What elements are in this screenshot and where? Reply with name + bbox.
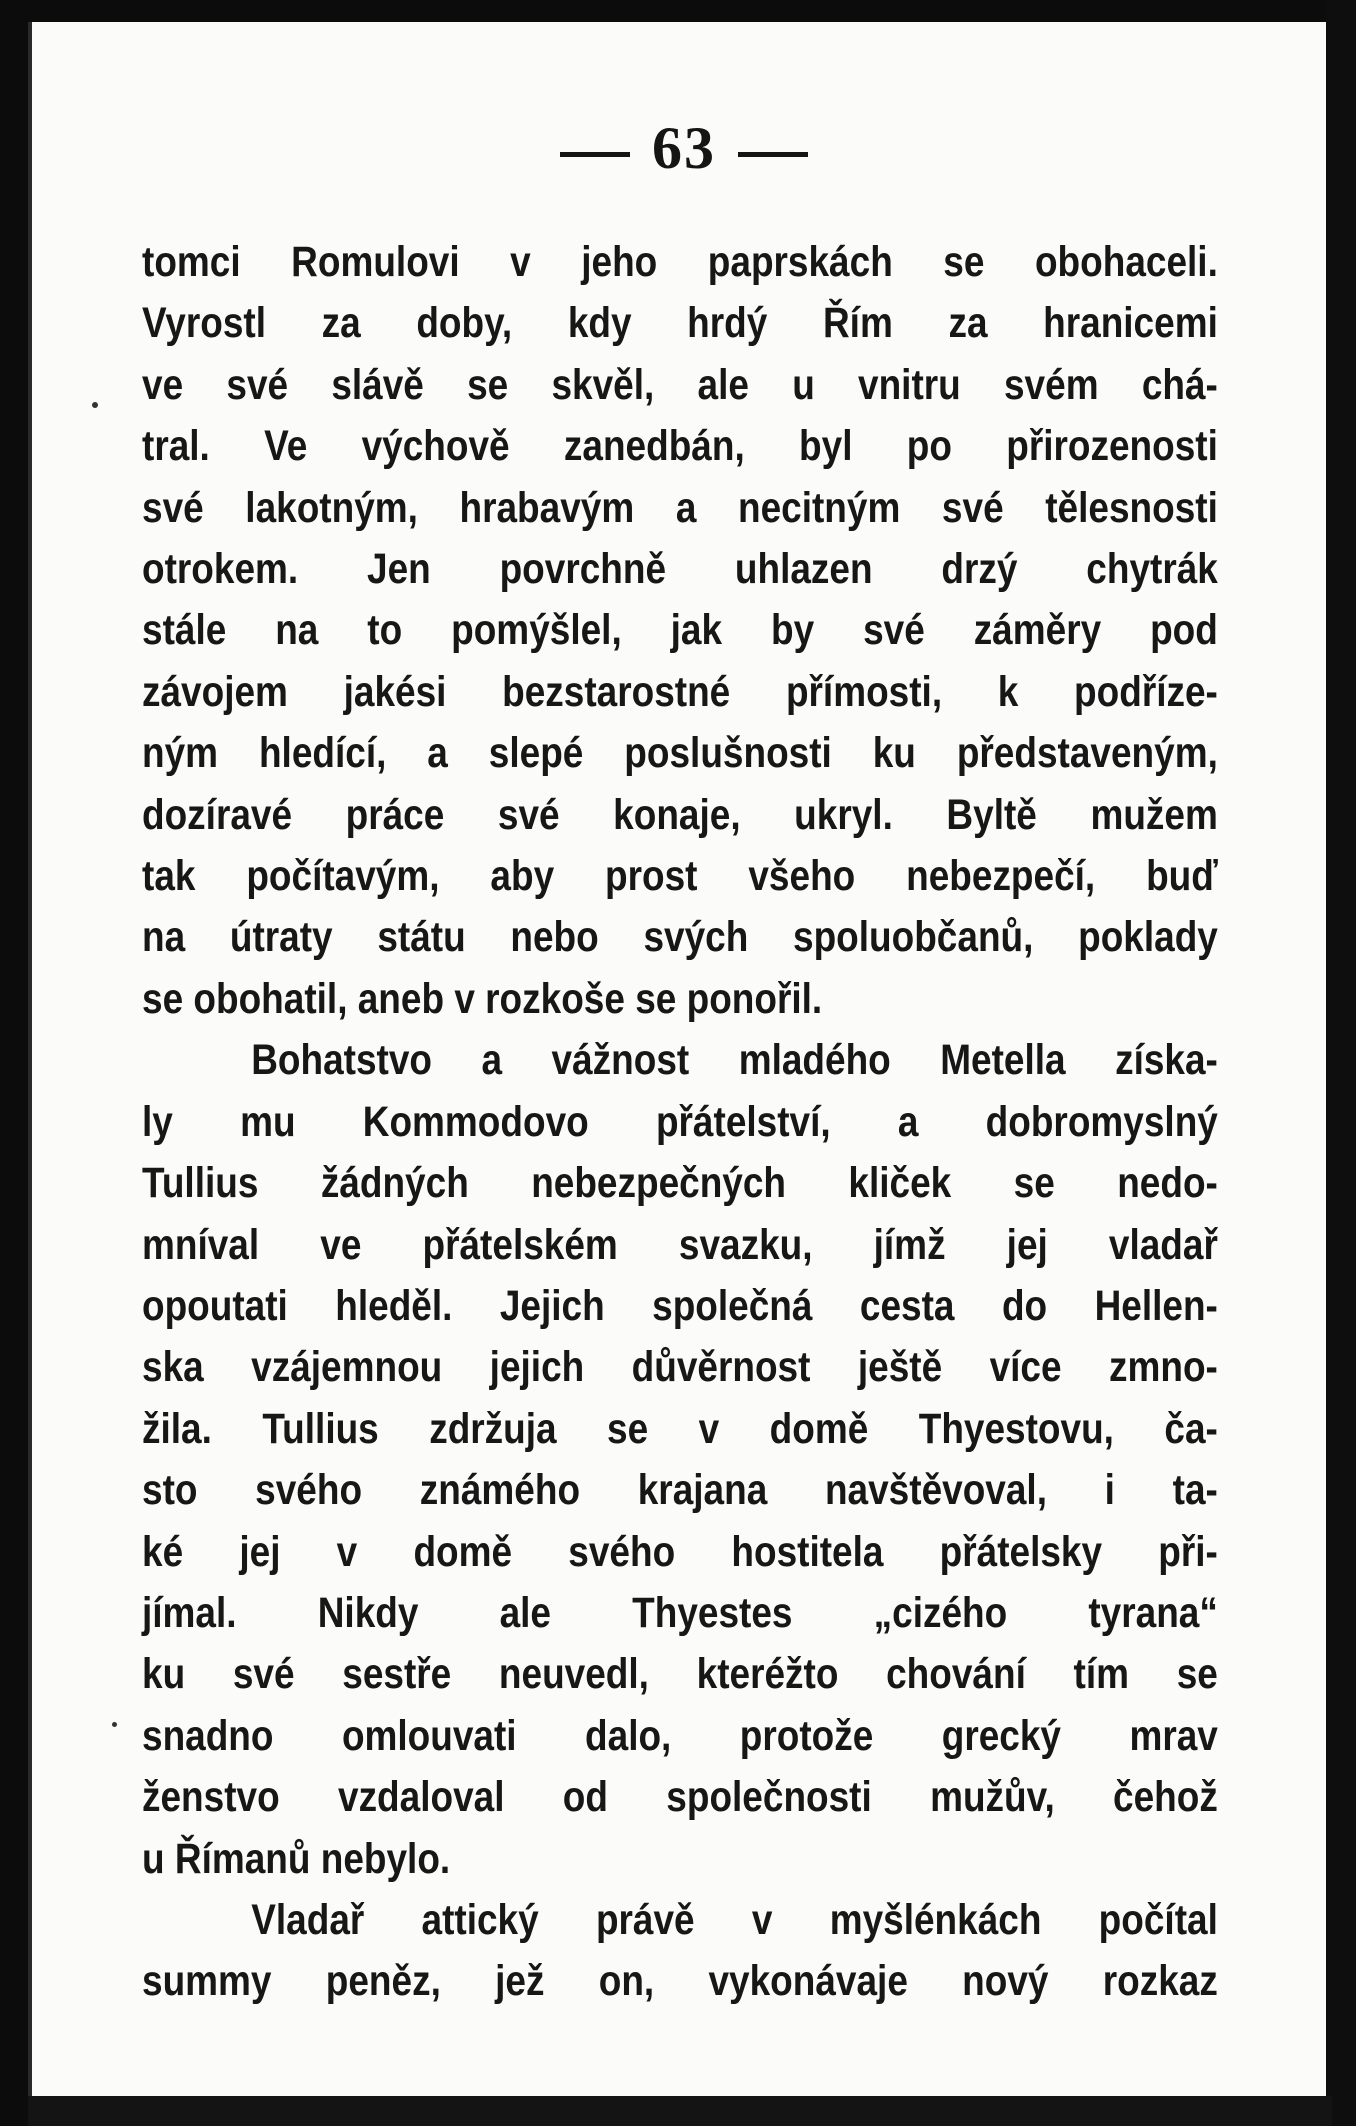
page-number: 63 <box>652 115 716 181</box>
text-line: se obohatil, aneb v rozkoše se ponořil. <box>142 974 823 1023</box>
text-line: tral. Ve výchově zanedbán, byl po přirozenosti <box>142 422 1218 471</box>
text-line: stále na to pomýšlel, jak by své záměry pod <box>142 606 1218 655</box>
scan-right-edge <box>1326 0 1356 2126</box>
text-line: ným hledící, a slepé poslušnosti ku představeným, <box>142 729 1218 778</box>
text-line: otrokem. Jen povrchně uhlazen drzý chytrák <box>142 545 1218 594</box>
header-dash-right <box>738 152 808 157</box>
scan-bottom-edge <box>28 2096 1332 2126</box>
text-line: jímal. Nikdy ale Thyestes „cizého tyrana“ <box>142 1588 1218 1637</box>
page-header <box>32 114 1336 183</box>
text-line: Bohatstvo a vážnost mladého Metella získa- <box>251 1036 1218 1085</box>
text-line: závojem jakési bezstarostné přímosti, k podříze- <box>142 667 1218 716</box>
text-line: Tullius žádných nebezpečných kliček se nedo- <box>142 1159 1218 1208</box>
text-line: mníval ve přátelském svazku, jímž jej vladař <box>142 1220 1218 1269</box>
text-line: tomci Romulovi v jeho paprskách se obohaceli. <box>142 238 1218 286</box>
text-line: ku své sestře neuvedl, kteréžto chování tím se <box>142 1650 1218 1699</box>
text-line: ké jej v domě svého hostitela přátelsky při- <box>142 1527 1218 1576</box>
header-dash-left <box>560 152 630 157</box>
text-line: Vladař attický právě v myšlénkách počítal <box>251 1895 1218 1944</box>
text-line: snadno omlouvati dalo, protože grecký mrav <box>142 1711 1218 1760</box>
text-line: Vyrostl za doby, kdy hrdý Řím za hranicemi <box>142 299 1218 348</box>
scan-speck <box>112 1722 117 1727</box>
text-line: dozíravé práce své konaje, ukryl. Byltě mužem <box>142 790 1218 839</box>
text-line: žila. Tullius zdržuja se v domě Thyestovu, ča- <box>142 1404 1218 1453</box>
text-line: summy peněz, jež on, vykonávaje nový rozkaz <box>142 1957 1218 2006</box>
text-line: tak počítavým, aby prost všeho nebezpečí, buď <box>142 852 1218 901</box>
text-line: na útraty státu nebo svých spoluobčanů, poklady <box>142 913 1218 962</box>
text-line: ženstvo vzdaloval od společnosti mužův, čehož <box>142 1773 1218 1822</box>
text-line: u Římanů nebylo. <box>142 1834 451 1883</box>
body-text <box>142 232 1218 2013</box>
scan-speck <box>92 402 98 408</box>
text-line: své lakotným, hrabavým a necitným své tělesnosti <box>142 483 1218 532</box>
text-line: ska vzájemnou jejich důvěrnost ještě více zmno- <box>142 1343 1218 1392</box>
text-line: ly mu Kommodovo přátelství, a dobromyslný <box>142 1097 1218 1146</box>
book-page <box>28 22 1332 2097</box>
text-line: opoutati hleděl. Jejich společná cesta do Hellen- <box>142 1281 1218 1330</box>
text-line: ve své slávě se skvěl, ale u vnitru svém chá- <box>142 360 1218 409</box>
text-line: sto svého známého krajana navštěvoval, i ta- <box>142 1466 1218 1515</box>
